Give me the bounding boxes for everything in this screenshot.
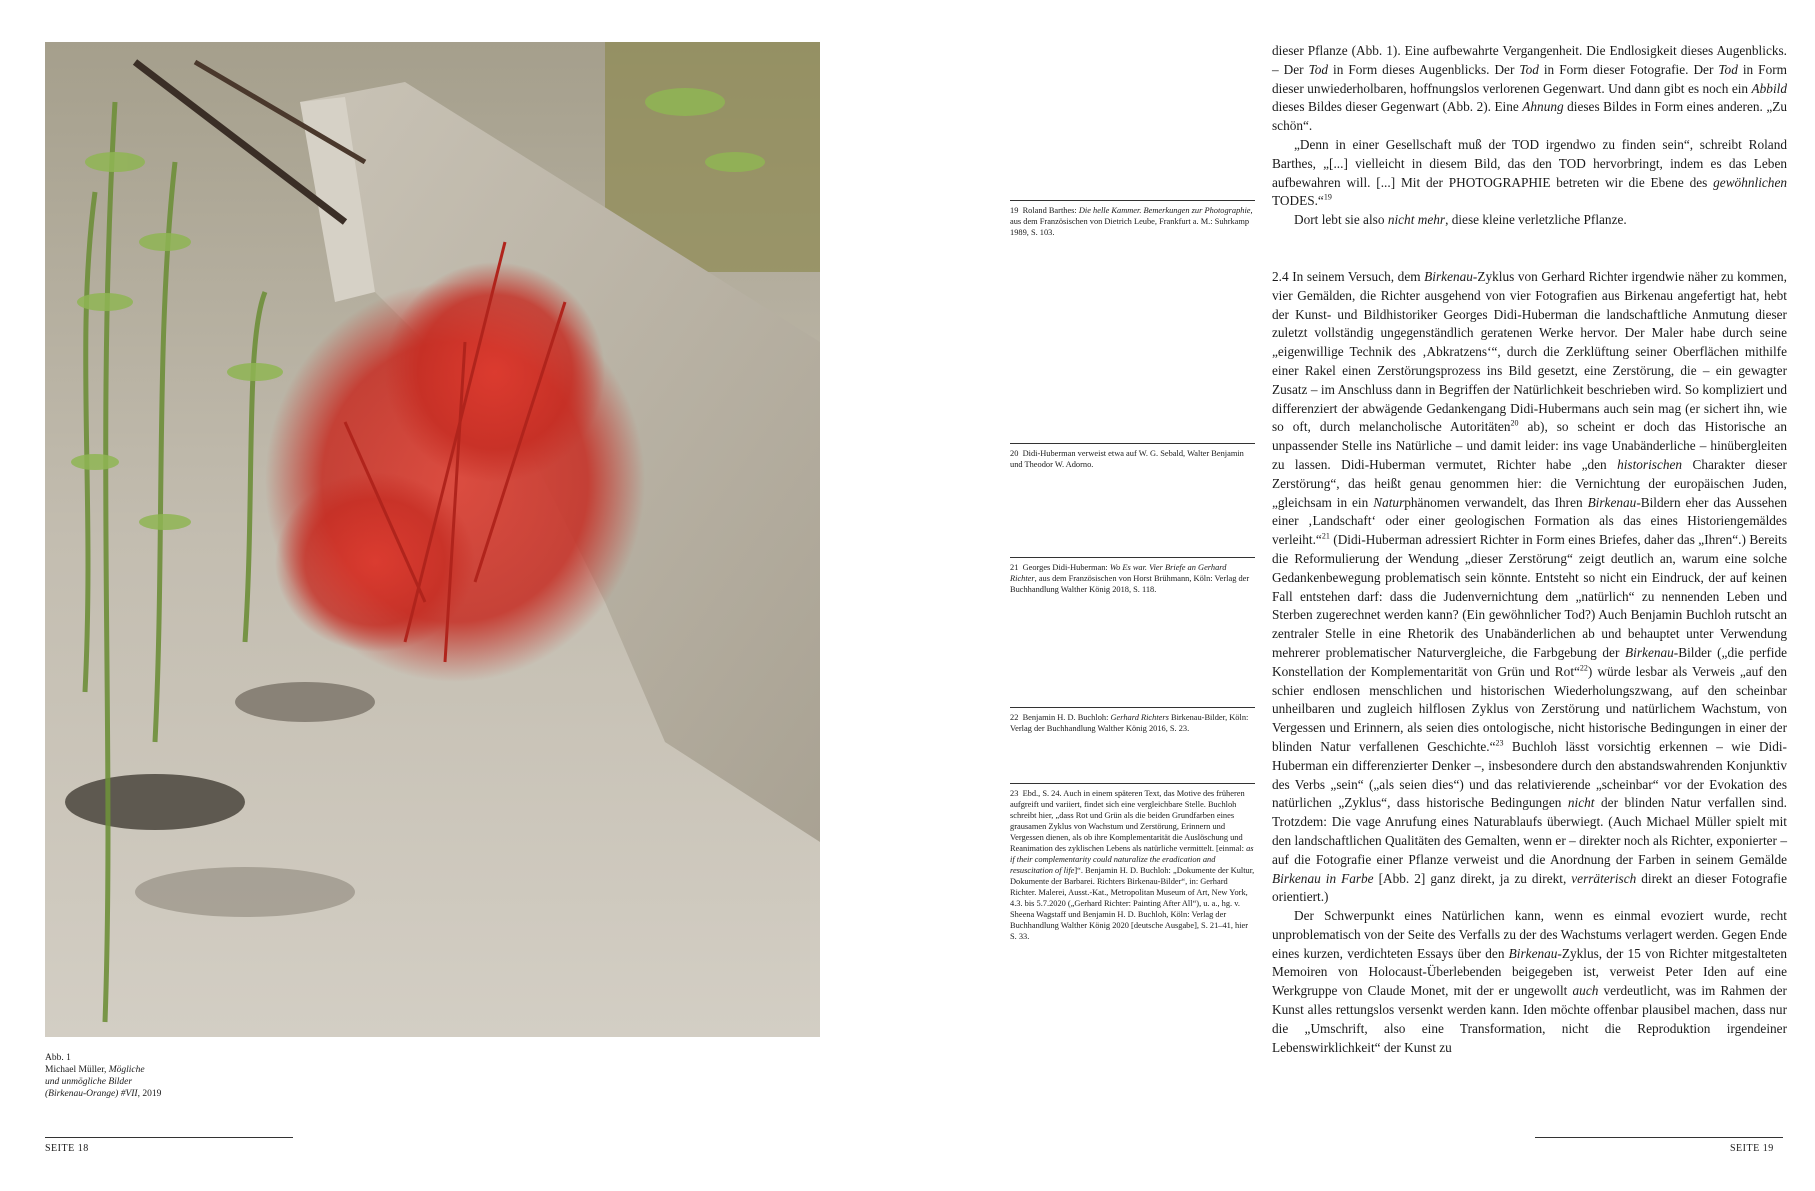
page-number-right: SEITE 19: [1730, 1143, 1774, 1154]
footer-rule-left: [45, 1137, 293, 1138]
main-text-upper: [1272, 42, 1787, 230]
main-text-section-2-4: [1272, 268, 1787, 1057]
footnote-23: 23 Ebd., S. 24. Auch in einem späteren Text, das Motive des früheren aufgreift und variiert, findet sich eine vergleichbare Stelle. Buchloh schreibt hier, „dass Rot und Grün als die beiden Grundfarben eines grausamen Zyklus von Wachstum und Zerstörung, Erinnern und Vergessen dienen, als ob ihre Komplementarität die Auslöschung und Reanimation des zyklischen Lebens als natürliche vermittelt. [einmal: as if their complementarity could naturalize the eradication and resuscitation of life]“. Benjamin H. D. Buchloh: „Dokumente der Kultur, Dokumente der Barbarei. Richters Birkenau-Bilder“, in: Gerhard Richter. Malerei, Ausst.-Kat., Metropolitan Museum of Art, New York, 4.3. bis 5.7.2020 („Gerhard Richter: Painting After All“), u. a., hg. v. Sheena Wagstaff und Benjamin H. D. Buchloh, Köln: Verlag der Buchhandlung Walther König 2020 [deutsche Ausgabe], S. 21–41, hier S. 33.: [1010, 783, 1255, 942]
caption-label: Abb. 1: [45, 1053, 71, 1063]
footnote-19: 19 Roland Barthes: Die helle Kammer. Bemerkungen zur Photographie, aus dem Französischen von Dietrich Leube, Frankfurt a. M.: Suhrkamp 1989, S. 103.: [1010, 200, 1255, 238]
caption-year: , 2019: [137, 1089, 162, 1099]
footnote-22: 22 Benjamin H. D. Buchloh: Gerhard Richters Birkenau-Bilder, Köln: Verlag der Buchhandlung Walther König 2016, S. 23.: [1010, 707, 1255, 734]
figure-caption: [45, 1052, 245, 1100]
footer-rule-right: [1535, 1137, 1783, 1138]
footnote-21: 21 Georges Didi-Huberman: Wo Es war. Vier Briefe an Gerhard Richter, aus dem Französischen von Horst Brühmann, Köln: Verlag der Buchhandlung Walther König 2018, S. 118.: [1010, 557, 1255, 595]
birkenau-photograph: [45, 42, 820, 1037]
caption-title-2: und unmögliche Bilder: [45, 1077, 133, 1087]
caption-text: [45, 1064, 245, 1100]
caption-title-1: Mögliche: [108, 1065, 145, 1075]
page-number-left: SEITE 18: [45, 1143, 89, 1154]
caption-author: Michael Müller,: [45, 1065, 109, 1075]
photo-illustration: [45, 42, 820, 1037]
caption-title-3: (Birkenau-Orange) #VII: [45, 1089, 138, 1099]
paragraph-3: Dort lebt sie also nicht mehr, diese kleine verletzliche Pflanze.: [1294, 212, 1627, 228]
paragraph-2: „Denn in einer Gesellschaft muß der TOD irgendwo zu finden sein“, schreibt Roland Barthes, „[...] vielleicht in diesem Bild, das den TOD hervorbringt, indem es das Leben aufbewahren will. [...] Mit der PHOTOGRAPHIE betreten wir die Ebene des gewöhnlichen TODES.“$^{19}$: [1272, 136, 1787, 209]
paragraph-schwerpunkt: Der Schwerpunkt eines Natürlichen kann, wenn es einmal evoziert wurde, recht unproblematisch von der Seite des Verfalls zu der des Wachstums verlagert werden. Gegen Ende eines kurzen, verdichteten Essays über den Birkenau-Zyklus, der 15 von Richter mitgestalteten Memoiren von Holocaust-Überlebenden beigegeben ist, verweist Peter Iden auf eine Werkgruppe von Claude Monet, mit der er ungewollt auch verdeutlicht, was im Rahmen der Kunst alles rettungslos versenkt werden kann. Iden möchte offenbar plausibel machen, dass nur die „Umschrift, also eine Transformation, nicht die Reproduktion irgendeiner Lebenswirklichkeit“ der Kunst zu: [1272, 908, 1787, 1055]
paragraph-1: dieser Pflanze (Abb. 1). Eine aufbewahrte Vergangenheit. Die Endlosigkeit dieses Augenblicks. – Der Tod in Form dieses Augenblicks. Der Tod in Form dieser Fotografie. Der Tod in Form dieser unwiederholbaren, hoffnungslos verlorenen Gegenwart. Und dann gibt es noch ein Abbild dieses Bildes dieser Gegenwart (Abb. 2). Eine Ahnung dieses Bildes in Form eines anderen. „Zu schön“.: [1272, 43, 1787, 134]
paragraph-section-2-4: 2.4 In seinem Versuch, dem Birkenau-Zyklus von Gerhard Richter irgendwie näher zu kommen, vier Gemälden, die Richter ausgehend von vier Fotografien aus Birkenau angefertigt hat, hebt der Kunst- und Bildhistoriker Georges Didi-Huberman die landschaftliche Anmutung dieser zuletzt vollständig ungegenständlich geratenen Werke hervor. Der Maler habe durch seine „eigenwillige Technik des ‚Abkratzens‘“, durch die Zerklüftung seiner Oberflächen mithilfe einer Rakel einen Zerstörungsprozess ins Bild gesetzt, eine Zerstörung, die – ein gewagter Zusatz – im Anschluss dann in Begriffen der Natürlichkeit beschrieben wird. So kompliziert und differenziert der abwägende Gedankengang Didi-Hubermans auch sein mag (er sichert ihn, wie so oft, durch melancholische Autoritäten$^{20}$ ab), so scheint er doch das Historische an unpassender Stelle ins Natürliche – und damit leider: ins vage Unabänderliche – hinübergleiten zu lassen. Didi-Huberman vermutet, Richter habe „den historischen Charakter dieser Zerstörung“, das heißt genau genommen hier: die Vernichtung der europäischen Juden, „gleichsam in ein Naturphänomen verwandelt, das Ihren Birkenau-Bildern eher das Aussehen einer ‚Landschaft‘ oder einer geologischen Formation als das eines Historiengemäldes verleiht.“$^{21}$ (Didi-Huberman adressiert Richter in Form eines Briefes, daher das „Ihren“.) Bereits die Reformulierung der Wendung „dieser Zerstörung“ zeigt deutlich an, warum eine solche Gedankenbewegung problematisch sein könnte. Entsteht so nicht ein Eindruck, der auf keinen Fall entstehen darf: dass die Judenvernichtung dem „natürlich“ zu nennenden Leben und Sterben zugerechnet werden kann? (Ein gewöhnlicher Tod?) Auch Benjamin Buchloh rutscht an zentraler Stelle in eine Rhetorik des Unabänderlichen ab und behauptet unter Verwendung mehrerer problematischer Naturvergleiche, die Farbgebung der Birkenau-Bilder („die perfide Konstellation der Komplementarität von Grün und Rot“$^{22}$) würde lesbar als Verweis „auf den schier endlosen menschlichen und historischen Wiederholungszwang, auf den scheinbar unheilbaren und zugleich hilflosen Zyklus von Zerstörung und natürlichem Wachstum, von Vergessen und Erinnern, als seien dies ontologische, nicht historische Bedingungen in einer der blinden Natur verfallenen Geschichte.“$^{23}$ Buchloh lässt vorsichtig erkennen – wie Didi-Huberman ein differenzierter Denker –, insbesondere durch den abstandswahrenden Konjunktiv des Verbs „sein“ („als seien dies“) und das relativierende „scheinbar“ vor der Evokation des natürlichen „Zyklus“, dass historische Bedingungen nicht der blinden Natur verfallen sind. Trotzdem: Die vage Anrufung eines Naturablaufs überwiegt. (Auch Michael Müller spielt mit den landschaftlichen Qualitäten des Gemalten, wenn er – direkter noch als Richter, exponierter – auf die Fotografie einer Pflanze verweist und die Anordnung der Farben in seinem Gemälde Birkenau in Farbe [Abb. 2] ganz direkt, ja zu direkt, verräterisch direkt an dieser Fotografie orientiert.): [1272, 269, 1788, 905]
footnote-20: 20 Didi-Huberman verweist etwa auf W. G. Sebald, Walter Benjamin und Theodor W. Adorno.: [1010, 443, 1255, 470]
